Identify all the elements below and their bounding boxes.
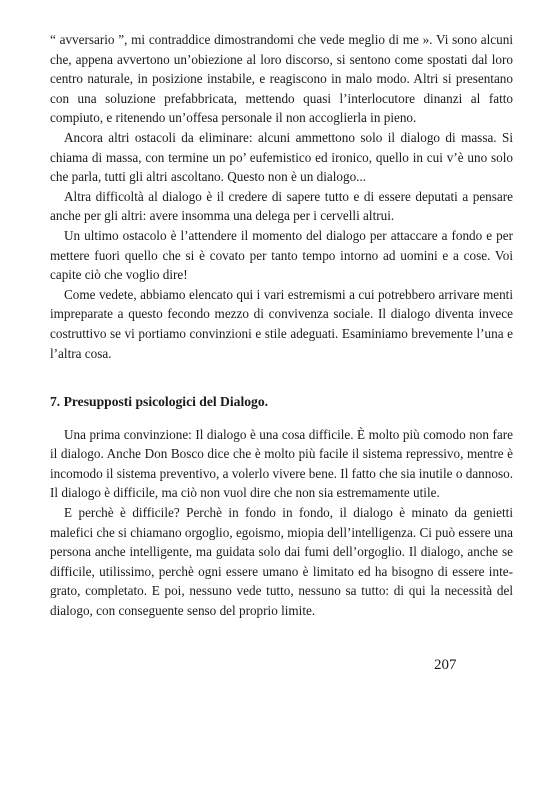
body-paragraph: “ avversario ”, mi contraddice dimostrandomi che vede meglio di me ». Vi sono alcuni che, appena avvertono un’obiezione al loro discorso, si sentono come spostati dal loro centro naturale, in posizione instabile, e reagiscono in malo modo. Altri si presentano con una soluzione prefabbricata, mettendo quasi l’interlocutore dinanzi al fatto compiuto, e ritenendo un’offesa personale il non accoglierla in pieno.: [50, 32, 513, 126]
body-paragraph: Altra difficoltà al dialogo è il credere di sapere tutto e di essere deputati a pensare anche per gli altri: avere insomma una delega per i cervelli altrui.: [50, 188, 513, 224]
body-paragraph: Un ultimo ostacolo è l’attendere il momento del dialogo per attaccare a fondo e per mettere fuori quello che si è covato per tanto tempo intorno ad uomini e a cose. Voi capite ciò che voglio dire!: [50, 227, 513, 283]
body-paragraph: Ancora altri ostacoli da eliminare: alcuni ammettono solo il dialogo di massa. Si chiama di massa, con termine un po’ eufemistico ed ironico, quello in cui v’è uno solo che parla, tutti gli altri ascoltano. Questo non è un dialogo...: [50, 129, 513, 185]
section-heading: 7. Presupposti psicologici del Dialogo.: [50, 394, 269, 410]
body-paragraph: E perchè è difficile? Perchè in fondo in fondo, il dialogo è minato da genietti malefici che si chiamano orgoglio, egoismo, miopia dell’intelligenza. Ci può essere una persona anche intelligente, ma guidata solo dai fumi dell’orgoglio. Il dialogo, anche se difficile, utilissimo, perchè ogni essere umano è limitato ed ha bisogno di essere integrato, completato. E poi, nessuno vede tutto, nessuno sa tutto: di qui la necessità del dialogo, con conseguente senso del proprio limite.: [50, 505, 513, 619]
page-text-column: [50, 30, 513, 621]
page-number: 207: [434, 657, 457, 673]
body-paragraph: Come vedete, abbiamo elencato qui i vari estremismi a cui potrebbero arrivare menti impreparate a questo fecondo mezzo di convivenza sociale. Il dialogo diventa invece costruttivo se vi portiamo convinzioni e stile adeguati. Esaminiamo brevemente l’una e l’altra cosa.: [50, 286, 513, 361]
body-paragraph: Una prima convinzione: Il dialogo è una cosa difficile. È molto più comodo non fare il dialogo. Anche Don Bosco dice che è molto più facile il sistema repressivo, mentre è incomodo il sistema preventivo, a volerlo vivere bene. Il fatto che sia inutile o dannoso. Il dialogo è difficile, ma ciò non vuol dire che non sia estremamente utile.: [50, 426, 513, 501]
